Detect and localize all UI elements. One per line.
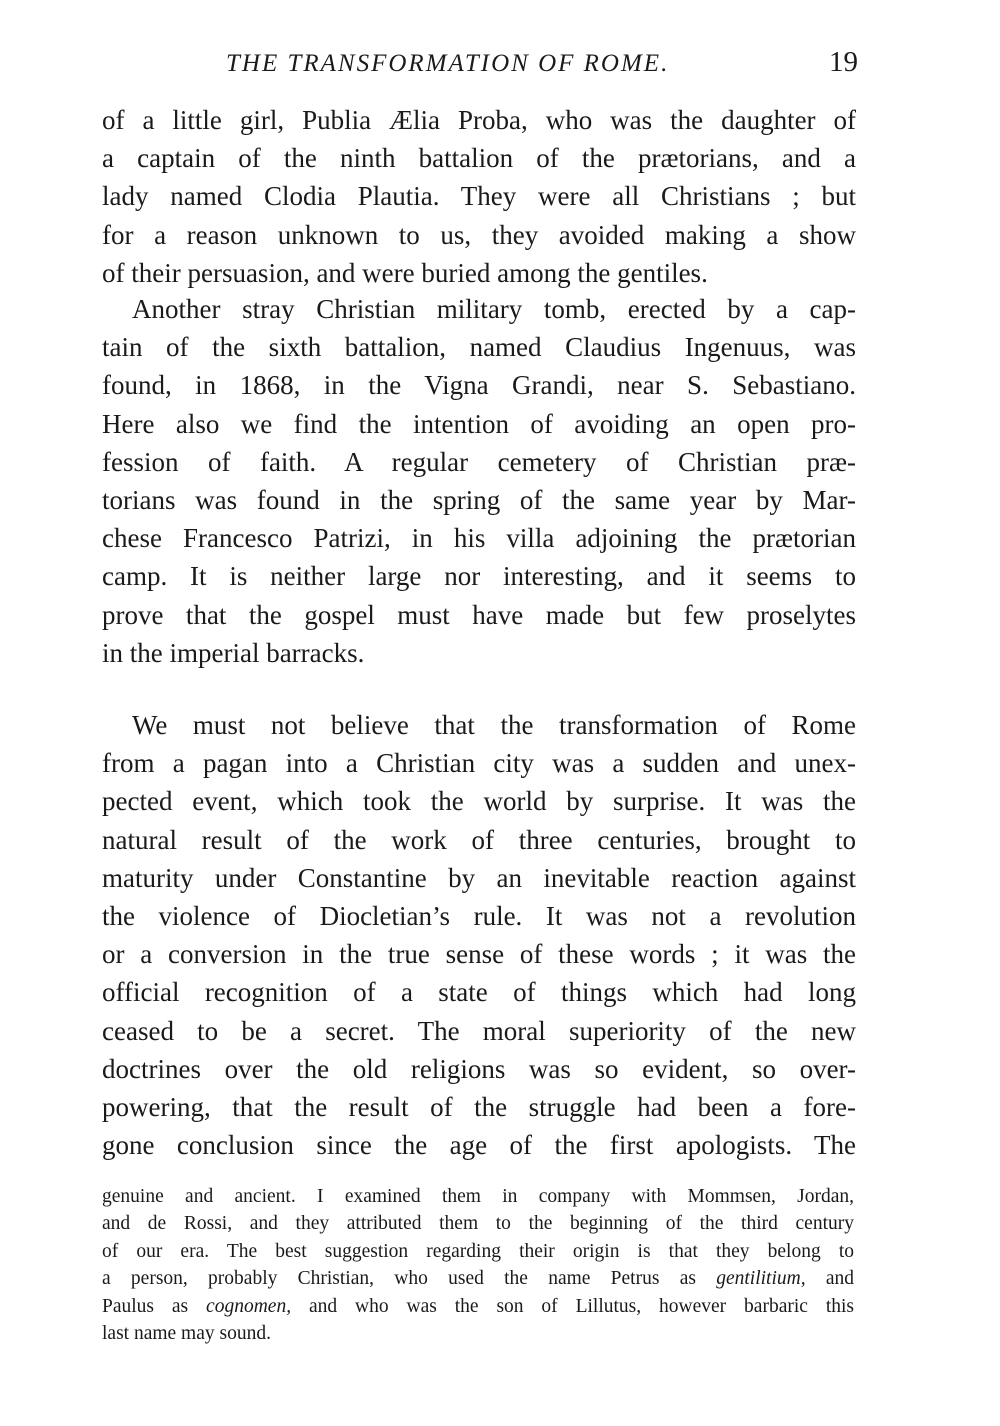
text-line: the violence of Diocletian’s rule. It was not a revolution: [102, 901, 856, 932]
text-line: in the imperial barracks.: [102, 637, 365, 668]
text-line: powering, that the result of the struggle had been a fore-: [102, 1092, 856, 1123]
text-line: ceased to be a secret. The moral superiority of the new: [102, 1015, 856, 1046]
text-line: torians was found in the spring of the same year by Mar-: [102, 485, 856, 516]
text-line: pected event, which took the world by surprise. It was the: [102, 786, 856, 817]
footnote-line: and de Rossi, and they attributed them to the beginning of the third century: [102, 1213, 854, 1235]
text-line: of a little girl, Publia Ælia Proba, who was the daughter of: [102, 105, 856, 135]
footnote-line: [102, 1293, 854, 1320]
footnote: [102, 1183, 854, 1347]
text-line: natural result of the work of three centuries, brought to: [102, 824, 856, 855]
paragraph-3: [102, 706, 856, 1164]
footnote-line: genuine and ancient. I examined them in company with Mommsen, Jordan,: [102, 1186, 854, 1207]
paragraph-1: [102, 101, 856, 292]
text-line: found, in 1868, in the Vigna Grandi, near S. Sebastiano.: [102, 370, 856, 401]
text-line: a captain of the ninth battalion of the prætorians, and a: [102, 143, 856, 174]
page-number: 19: [829, 46, 858, 78]
text-line: from a pagan into a Christian city was a sudden and unex-: [102, 748, 856, 779]
footnote-text: Paulus as: [102, 1295, 207, 1317]
running-title: THE TRANSFORMATION OF ROME.: [226, 50, 670, 77]
footnote-line: of our era. The best suggestion regarding their origin is that they belong to: [102, 1240, 854, 1262]
text-line: prove that the gospel must have made but few proselytes: [102, 599, 856, 630]
text-line: or a conversion in the true sense of these words ; it was the: [102, 939, 856, 970]
text-line: tain of the sixth battalion, named Claudius Ingenuus, was: [102, 332, 856, 363]
footnote-text: and who was the son of Lillutus, however barbaric this: [291, 1295, 854, 1317]
text-line: maturity under Constantine by an inevitable reaction against: [102, 862, 856, 893]
footnote-line: last name may sound.: [102, 1323, 271, 1345]
text-line: doctrines over the old religions was so evident, so over-: [102, 1053, 856, 1084]
running-head: [100, 44, 860, 84]
text-line: official recognition of a state of things which had long: [102, 977, 856, 1008]
text-line: gone conclusion since the age of the first apologists. The: [102, 1130, 856, 1161]
footnote-text: and: [805, 1268, 855, 1290]
italic-term: cognomen,: [206, 1295, 292, 1317]
footnote-line: [102, 1265, 854, 1292]
text-line: of their persuasion, and were buried among the gentiles.: [102, 257, 708, 288]
text-line: We must not believe that the transformation of Rome: [132, 710, 856, 740]
text-line: Another stray Christian military tomb, erected by a cap-: [132, 294, 856, 324]
text-line: camp. It is neither large nor interesting, and it seems to: [102, 561, 856, 592]
text-line: chese Francesco Patrizi, in his villa adjoining the prætorian: [102, 523, 856, 554]
footnote-text: a person, probably Christian, who used the name Petrus as: [102, 1268, 717, 1290]
text-line: Here also we find the intention of avoiding an open pro-: [102, 408, 856, 439]
text-line: fession of faith. A regular cemetery of Christian præ-: [102, 446, 856, 477]
text-line: for a reason unknown to us, they avoided making a show: [102, 219, 856, 250]
text-line: lady named Clodia Plautia. They were all Christians ; but: [102, 181, 856, 212]
paragraph-2: [102, 290, 856, 672]
italic-term: gentilitium,: [716, 1268, 806, 1290]
